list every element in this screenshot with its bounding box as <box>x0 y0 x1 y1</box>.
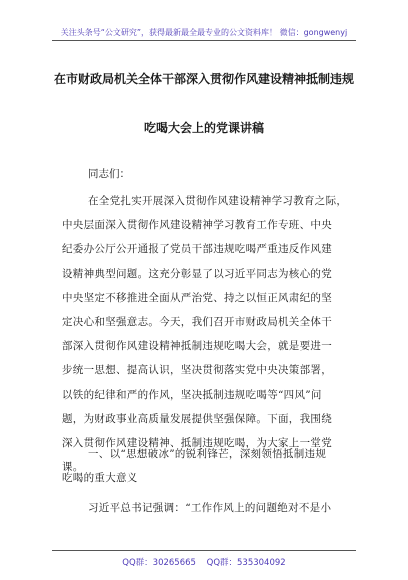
document-title-line-1: 在市财政局机关全体干部深入贯彻作风建设精神抵制违规 <box>53 72 354 86</box>
header-notice: 关注头条号“公文研究”，获得最新最全最专业的公文资料库！ 微信：gongwenyj <box>60 28 348 37</box>
footer-divider <box>52 550 356 551</box>
text-line: 习近平总书记强调：“工作作风上的问题绝对不是小 <box>88 502 332 514</box>
page-footer <box>0 550 408 580</box>
text-line: 设精神典型问题。这充分彰显了以习近平同志为核心的党 <box>62 267 332 280</box>
footer-qq-group-2: QQ群：535304092 <box>206 558 286 568</box>
section-heading-1 <box>62 442 348 490</box>
text-line: 定决心和坚强意志。今天，我们召开市财政局机关全体干 <box>62 316 332 329</box>
text-line: 纪委办公厅公开通报了党员干部违规吃喝严重违反作风建 <box>62 243 332 256</box>
text-line: 深入贯彻作风建设精神、抵制违规吃喝，为大家上一堂党 <box>62 437 332 450</box>
text-line: 步统一思想、提高认识，坚决贯彻落实党中央决策部署， <box>62 364 332 377</box>
header-divider <box>52 40 356 41</box>
greeting: 同志们： <box>88 168 130 180</box>
text-line: 中央坚定不移推进全面从严治党、持之以恒正风肃纪的坚 <box>62 291 332 304</box>
page-header <box>0 0 408 44</box>
text-line: 在全党扎实开展深入贯彻作风建设精神学习教育之际， <box>88 195 348 207</box>
text-line: 中央层面深入贯彻作风建设精神学习教育工作专班、中央 <box>62 219 332 232</box>
text-line: 以铁的纪律和严的作风，坚决抵制违规吃喝等“四风”问 <box>62 388 322 401</box>
footer-qq-group-1: QQ群：30265665 <box>122 558 196 568</box>
footer-contacts <box>0 556 408 568</box>
paragraph-quote <box>62 496 348 520</box>
document-title-line-2: 吃喝大会上的党课讲稿 <box>143 121 264 135</box>
text-line: 题，为财政事业高质量发展提供坚强保障。下面，我围绕 <box>62 412 332 425</box>
text-line: 部深入贯彻作风建设精神抵制违规吃喝大会，就是要进一 <box>62 340 332 353</box>
paragraph-intro <box>62 189 348 479</box>
text-line: 吃喝的重大意义 <box>62 472 138 485</box>
text-line: 课。 <box>62 461 84 474</box>
text-line: 一、以“思想破冰”的锐利锋芒，深刻领悟抵制违规 <box>88 448 327 460</box>
